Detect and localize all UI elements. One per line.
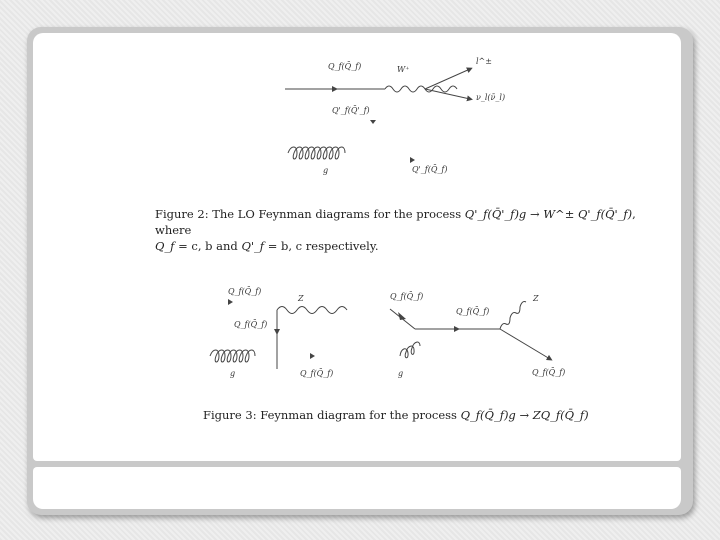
figure2-caption-qf: Q_f: [155, 239, 175, 253]
figure2-caption-process: Q'_f(Q̄'_f)g → W^± Q'_f(Q̄'_f): [464, 207, 633, 221]
fig3r-label-quark-prop: Q_f(Q̄_f): [456, 307, 490, 316]
fig2-label-lepton: l^±: [476, 57, 492, 66]
fig3l-prop-arrow: [274, 329, 280, 335]
fig3l-label-quark-prop: Q_f(Q̄_f): [234, 320, 268, 329]
fig2-w-boson-wavy: [385, 86, 457, 92]
fig2-lepton-line: [425, 69, 470, 89]
figure2-diagram: [285, 69, 470, 163]
fig3l-label-z-boson: Z: [298, 294, 304, 303]
figure3-caption-process: Q_f(Q̄_f)g → ZQ_f(Q̄_f): [460, 408, 589, 422]
figure2-caption-eq1: = c, b and: [174, 239, 242, 253]
figure3-left-diagram: [210, 299, 347, 369]
figure2-caption-prefix: Figure 2: The LO Feynman diagrams for the process: [155, 207, 465, 221]
fig3l-label-quark-out: Q_f(Q̄_f): [300, 369, 334, 378]
fig3r-label-quark-out: Q_f(Q̄_f): [532, 368, 566, 377]
fig3l-z-boson-wavy: [277, 307, 347, 314]
fig2-quark-out-arrow: [410, 157, 415, 163]
fig3r-z-boson-wavy: [500, 302, 526, 329]
fig3l-label-quark-in: Q_f(Q̄_f): [228, 287, 262, 296]
fig2-label-quark-out: Q'_f(Q̄_f): [412, 165, 448, 174]
fig3r-label-z-boson: Z: [533, 294, 539, 303]
fig3r-prop-arrow: [454, 326, 460, 332]
fig2-label-w-boson: W⁺: [397, 65, 410, 74]
fig3r-label-quark-in: Q_f(Q̄_f): [390, 292, 424, 301]
fig3r-label-gluon: g: [398, 369, 404, 378]
fig2-label-neutrino: ν_l(ν̄_l): [476, 93, 506, 102]
fig2-quark-in-arrow: [332, 86, 338, 92]
figure2-caption-qf-prime: Q'_f: [241, 239, 265, 253]
figure3-caption-prefix: Figure 3: Feynman diagram for the process: [203, 408, 461, 422]
fig3l-label-gluon: g: [230, 369, 236, 378]
figure2-caption-mid: , where: [155, 207, 636, 237]
slide-footer-area: [33, 467, 681, 509]
figure2-caption-eq2: = b, c respectively.: [264, 239, 379, 253]
fig3r-quark-out-line: [500, 329, 550, 359]
fig2-gluon-curly: [288, 147, 345, 159]
fig2-label-gluon: g: [323, 166, 329, 175]
fig3r-gluon-curly: [400, 342, 420, 358]
figure2-caption: [155, 206, 655, 254]
fig2-label-quark-out-prime: Q'_f(Q̄'_f): [332, 106, 370, 115]
paper-figure-image: [40, 44, 678, 432]
fig2-label-quark-in: Q_f(Q̄_f): [328, 62, 362, 71]
fig2-quark-out-marker: [370, 120, 376, 124]
fig3l-quark-in-arrow: [228, 299, 233, 305]
fig3r-quark-in-arrow: [398, 312, 406, 320]
figure3-caption: [203, 407, 663, 423]
fig3l-gluon-curly: [210, 350, 255, 362]
fig3l-quark-out-arrow: [310, 353, 315, 359]
